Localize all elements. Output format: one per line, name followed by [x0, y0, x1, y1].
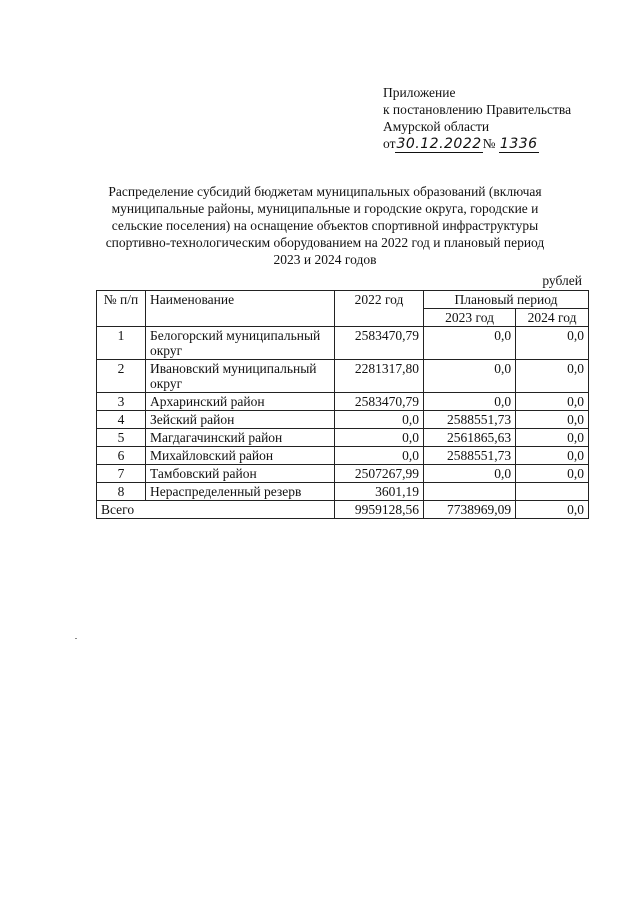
table-row	[97, 360, 589, 393]
row-2022: 0,0	[335, 447, 424, 465]
row-name: Нераспределенный резерв	[146, 483, 335, 501]
row-num: 4	[97, 411, 146, 429]
subsidy-table	[96, 290, 589, 519]
appendix-block	[383, 84, 571, 153]
total-2022: 9959128,56	[335, 501, 424, 519]
document-title: Распределение субсидий бюджетам муниципальных образований (включая муниципальные районы, муниципальные и городские округа, городские и сельские поселения) на оснащение объектов спортивной инфраструктуры спортивно-технологическим оборудованием на 2022 год и плановый период 2023 и 2024 годов	[105, 184, 545, 267]
header-2024: 2024 год	[516, 309, 589, 327]
row-2023: 0,0	[424, 465, 516, 483]
total-2023: 7738969,09	[424, 501, 516, 519]
row-2023: 0,0	[424, 393, 516, 411]
header-2022: 2022 год	[335, 291, 424, 327]
row-2023: 2561865,63	[424, 429, 516, 447]
row-2023: 0,0	[424, 327, 516, 360]
handwritten-number: 1336	[499, 136, 538, 152]
row-2023	[424, 483, 516, 501]
units-label: рублей	[542, 273, 582, 288]
row-num: 3	[97, 393, 146, 411]
table-row	[97, 393, 589, 411]
row-name: Михайловский район	[146, 447, 335, 465]
header-2023: 2023 год	[424, 309, 516, 327]
row-2023: 0,0	[424, 360, 516, 393]
row-2022: 0,0	[335, 411, 424, 429]
row-name: Ивановский муниципальный округ	[146, 360, 335, 393]
row-2024: 0,0	[516, 327, 589, 360]
row-2022: 2583470,79	[335, 327, 424, 360]
appendix-line-2: к постановлению Правительства	[383, 102, 572, 117]
row-2022: 0,0	[335, 429, 424, 447]
row-2023: 2588551,73	[424, 411, 516, 429]
appendix-line-1: Приложение	[383, 85, 456, 100]
row-name: Белогорский муниципальный округ	[146, 327, 335, 360]
row-2024: 0,0	[516, 393, 589, 411]
row-num: 7	[97, 465, 146, 483]
appendix-line-3: Амурской области	[383, 119, 490, 134]
table-row	[97, 465, 589, 483]
table-row	[97, 429, 589, 447]
header-name: Наименование	[146, 291, 335, 327]
total-2024: 0,0	[516, 501, 589, 519]
handwritten-date: 30.12.2022	[396, 136, 482, 152]
row-2024: 0,0	[516, 465, 589, 483]
table-body	[97, 327, 589, 519]
row-2022: 2507267,99	[335, 465, 424, 483]
row-2022: 3601,19	[335, 483, 424, 501]
table-row	[97, 411, 589, 429]
table-header	[97, 291, 589, 327]
number-label: №	[482, 136, 496, 151]
row-name: Архаринский район	[146, 393, 335, 411]
total-label: Всего	[97, 501, 335, 519]
row-name: Зейский район	[146, 411, 335, 429]
row-2024: 0,0	[516, 411, 589, 429]
header-num: № п/п	[97, 291, 146, 327]
row-num: 5	[97, 429, 146, 447]
row-name: Тамбовский район	[146, 465, 335, 483]
appendix-date-line	[383, 135, 571, 153]
row-2022: 2281317,80	[335, 360, 424, 393]
scan-speck	[75, 638, 77, 639]
table-row	[97, 483, 589, 501]
row-name: Магдагачинский район	[146, 429, 335, 447]
row-2024: 0,0	[516, 360, 589, 393]
row-num: 6	[97, 447, 146, 465]
header-plan-period: Плановый период	[424, 291, 589, 309]
row-2024: 0,0	[516, 447, 589, 465]
from-label: от	[383, 136, 396, 151]
row-2023: 2588551,73	[424, 447, 516, 465]
table-total-row	[97, 501, 589, 519]
row-num: 2	[97, 360, 146, 393]
row-num: 1	[97, 327, 146, 360]
table-row	[97, 327, 589, 360]
row-2022: 2583470,79	[335, 393, 424, 411]
row-2024: 0,0	[516, 429, 589, 447]
table-row	[97, 447, 589, 465]
row-2024	[516, 483, 589, 501]
row-num: 8	[97, 483, 146, 501]
